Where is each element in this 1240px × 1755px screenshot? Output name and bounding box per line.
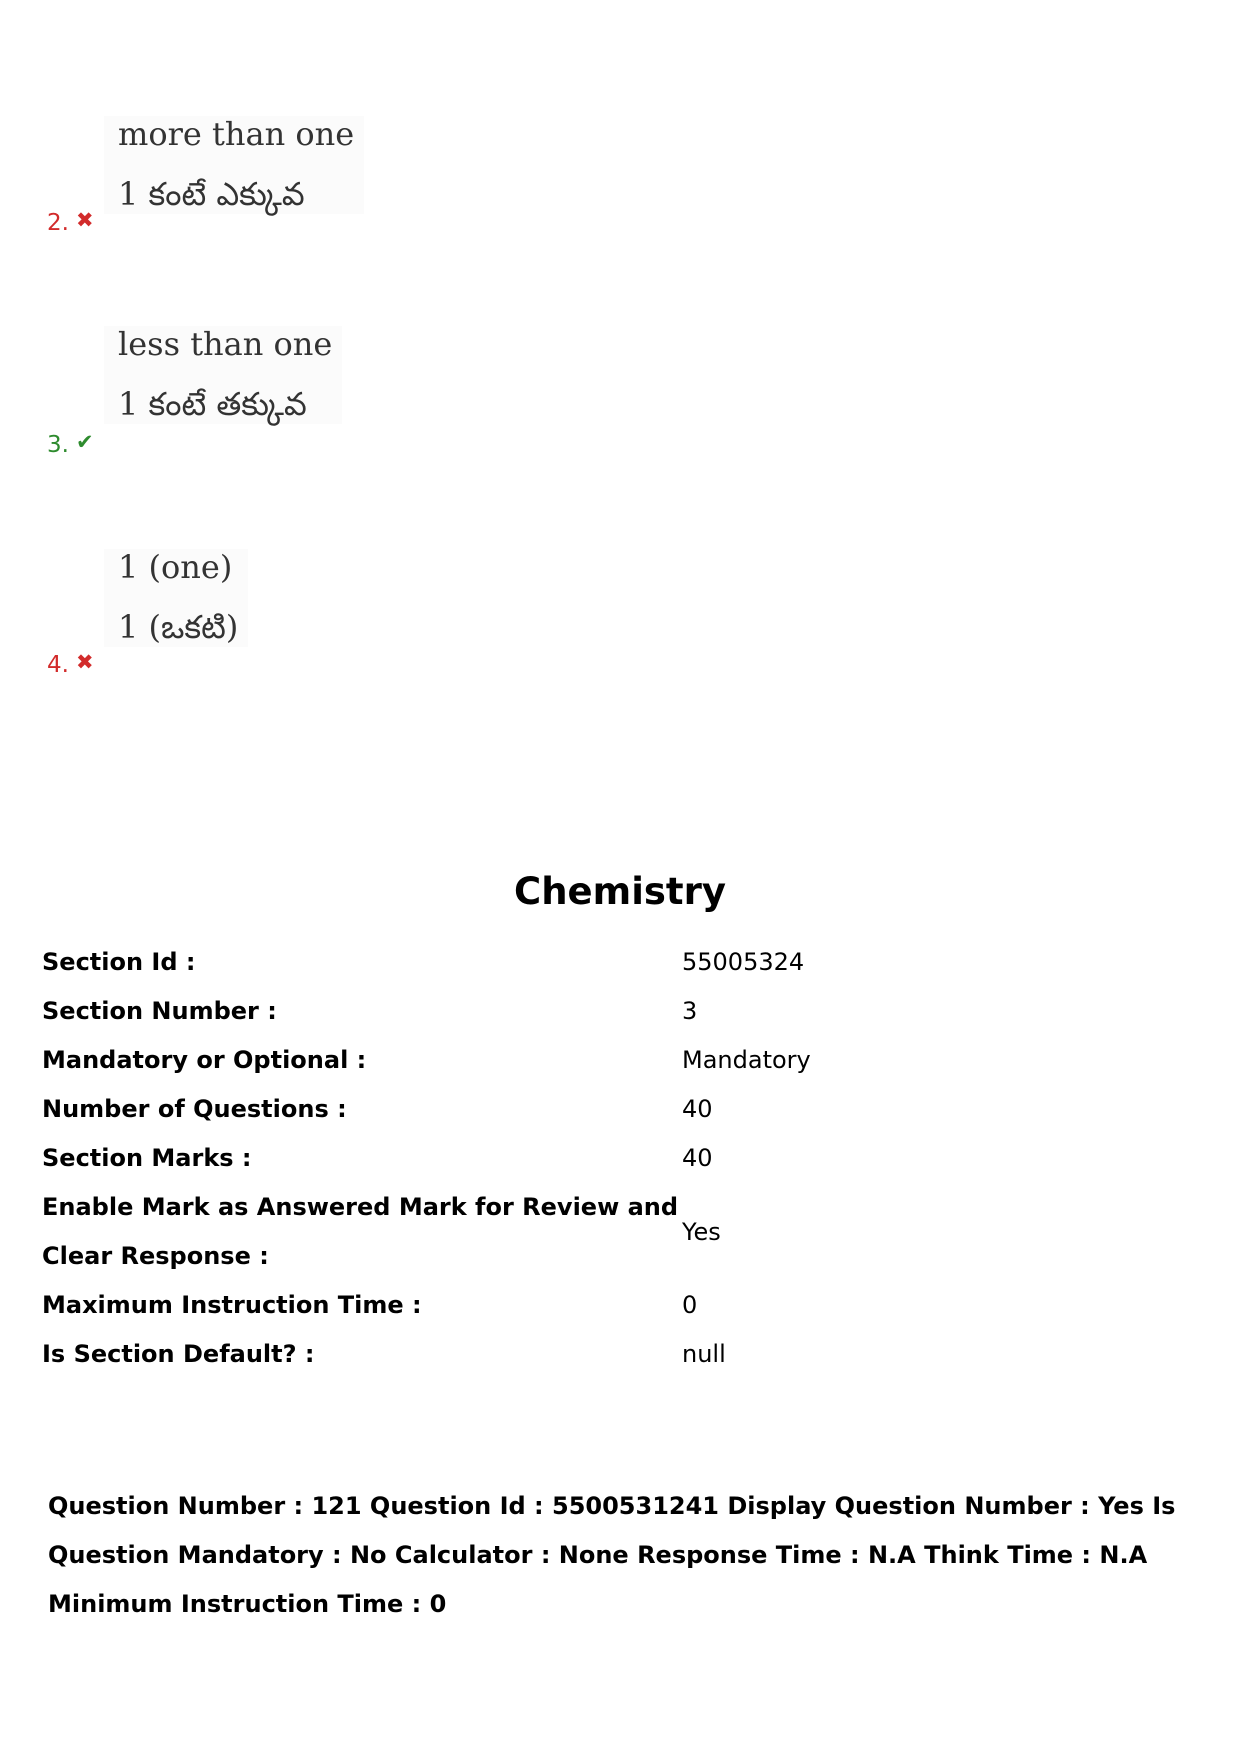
option-telugu-text: 1 (ఒకటి) (118, 608, 239, 646)
option-image (104, 326, 342, 424)
table-row (42, 1036, 1192, 1085)
section-marks-value: 40 (682, 1144, 713, 1172)
option-number: 4. (47, 652, 69, 678)
section-default-label: Is Section Default? : (42, 1340, 315, 1368)
section-marks-label: Section Marks : (42, 1144, 252, 1172)
option-image (104, 549, 248, 647)
cross-icon: ✖ (76, 650, 94, 674)
option-number: 2. (47, 210, 69, 236)
instruction-time-label: Maximum Instruction Time : (42, 1291, 422, 1319)
table-row (42, 1134, 1192, 1183)
section-id-label: Section Id : (42, 948, 196, 976)
question-count-value: 40 (682, 1095, 713, 1123)
check-icon: ✔ (76, 430, 94, 454)
option-english-text: 1 (one) (118, 548, 233, 586)
enable-mark-value: Yes (682, 1217, 721, 1246)
section-number-value: 3 (682, 997, 698, 1025)
option-number: 3. (47, 432, 69, 458)
enable-mark-label: Enable Mark as Answered Mark for Review and Clear Response : (42, 1193, 679, 1270)
option-telugu-text: 1 కంటే తక్కువ (118, 385, 307, 423)
table-row (42, 1281, 1192, 1330)
mandatory-label: Mandatory or Optional : (42, 1046, 367, 1074)
cross-icon: ✖ (76, 208, 94, 232)
section-default-value: null (682, 1340, 726, 1368)
table-row (42, 1330, 1192, 1379)
question-metadata: Question Number : 121 Question Id : 5500531241 Display Question Number : Yes Is Question Mandatory : No Calculator : None Response Time : N.A Think Time : N.A Minimum Instruction Time : 0 (48, 1492, 1176, 1618)
section-number-label: Section Number : (42, 997, 277, 1025)
mandatory-value: Mandatory (682, 1046, 811, 1074)
question-count-label: Number of Questions : (42, 1095, 347, 1123)
table-row (42, 1183, 1192, 1281)
option-image (104, 116, 364, 214)
table-row (42, 987, 1192, 1036)
section-id-value: 55005324 (682, 948, 805, 976)
option-english-text: less than one (118, 325, 333, 363)
section-title: Chemistry (514, 870, 726, 913)
option-english-text: more than one (118, 115, 355, 153)
section-info-table (42, 938, 1192, 1379)
table-row (42, 938, 1192, 987)
instruction-time-value: 0 (682, 1291, 698, 1319)
option-telugu-text: 1 కంటే ఎక్కువ (118, 175, 305, 213)
table-row (42, 1085, 1192, 1134)
